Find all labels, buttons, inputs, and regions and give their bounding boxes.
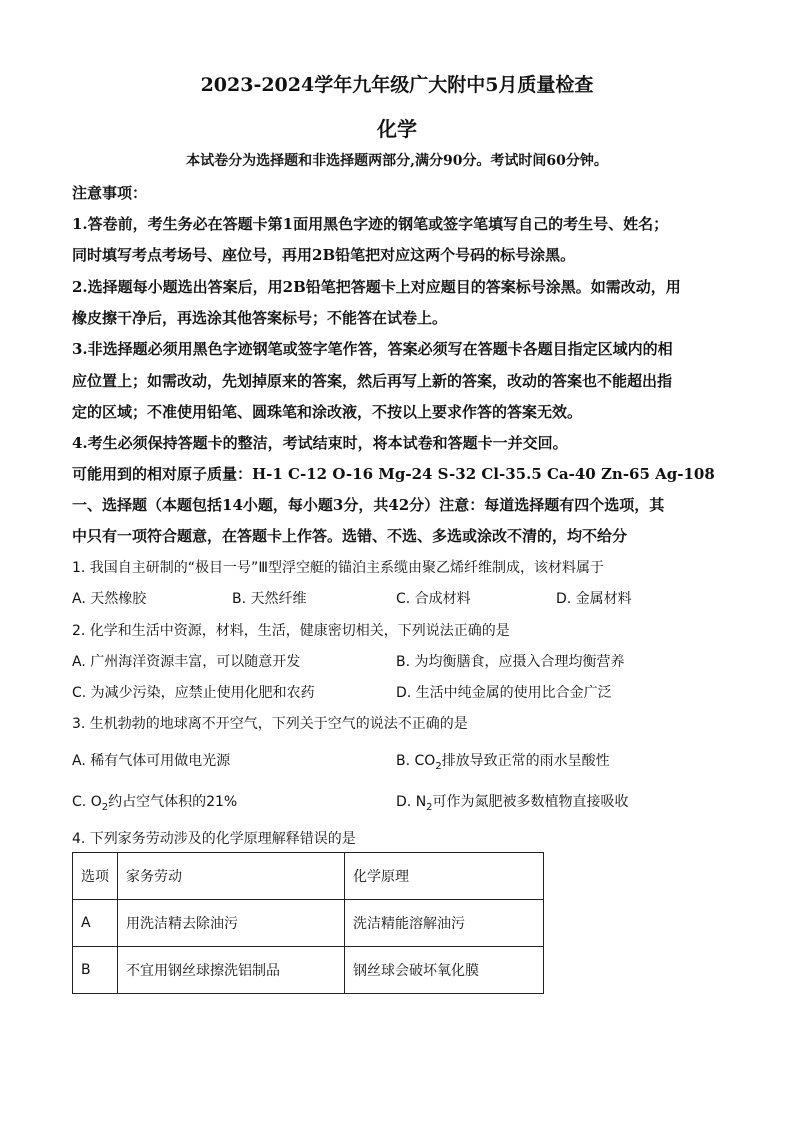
option-text: 排放导致正常的雨水呈酸性 <box>441 753 610 769</box>
table-cell: A <box>73 900 118 947</box>
exam-intro: 本试卷分为选择题和非选择题两部分,满分90分。考试时间60分钟。 <box>186 153 608 169</box>
q2-option-a: A. 广州海洋资源丰富，可以随意开发 <box>72 654 301 670</box>
option-letter: D. <box>396 794 416 810</box>
table-row <box>73 947 544 994</box>
formula-subscript: 2 <box>426 801 433 813</box>
formula: CO <box>414 753 436 769</box>
table-row <box>73 900 544 947</box>
exam-title: 2023-2024学年九年级广大附中5月质量检查 <box>200 74 594 96</box>
q2-option-d: D. 生活中纯金属的使用比合金广泛 <box>396 685 612 701</box>
atomic-masses: 可能用到的相对原子质量：H-1 C-12 O-16 Mg-24 S-32 Cl-35.5 Ca-40 Zn-65 Ag-108 <box>72 465 715 483</box>
section-heading-cont: 中只有一项符合题意，在答题卡上作答。选错、不选、多选或涂改不清的，均不给分 <box>72 527 628 545</box>
notes-heading: 注意事项： <box>72 184 148 202</box>
subject-title: 化学 <box>377 117 417 141</box>
q1-option-d: D. 金属材料 <box>556 591 632 607</box>
table-cell: B <box>73 947 118 994</box>
q1-option-a: A. 天然橡胶 <box>72 591 147 607</box>
option-letter: C. <box>72 794 91 810</box>
option-text: 约占空气体积的21% <box>108 794 238 810</box>
note-line: 定的区域；不准使用铅笔、圆珠笔和涂改液，不按以上要求作答的答案无效。 <box>72 403 583 421</box>
q3-option-b <box>396 750 610 772</box>
table-header-cell: 化学原理 <box>345 853 544 900</box>
q1-option-b: B. 天然纤维 <box>232 591 307 607</box>
note-line: 1.答卷前，考生务必在答题卡第1面用黑色字迹的钢笔或签字笔填写自己的考生号、姓名； <box>72 215 669 233</box>
question-3-stem: 3. 生机勃勃的地球离不开空气，下列关于空气的说法不正确的是 <box>72 716 468 732</box>
q1-option-c: C. 合成材料 <box>396 591 471 607</box>
note-line: 同时填写考点考场号、座位号，再用2B铅笔把对应这两个号码的标号涂黑。 <box>72 246 576 264</box>
section-heading: 一、选择题（本题包括14小题，每小题3分，共42分）注意：每道选择题有四个选项，其 <box>72 496 665 514</box>
question-4-stem: 4. 下列家务劳动涉及的化学原理解释错误的是 <box>72 831 356 847</box>
note-line: 4.考生必须保持答题卡的整洁，考试结束时，将本试卷和答题卡一并交回。 <box>72 434 568 452</box>
formula: O <box>90 794 102 810</box>
option-text: 可作为氮肥被多数植物直接吸收 <box>432 794 629 810</box>
q4-table <box>72 852 544 994</box>
note-line: 橡皮擦干净后，再选涂其他答案标号；不能答在试卷上。 <box>72 309 448 327</box>
table-cell: 洗洁精能溶解油污 <box>345 900 544 947</box>
formula: N <box>415 794 427 810</box>
note-line: 3.非选择题必须用黑色字迹钢笔或签字笔作答，答案必须写在答题卡各题目指定区域内的相 <box>72 340 673 358</box>
table-header-cell: 选项 <box>73 853 118 900</box>
table-cell: 不宜用钢丝球擦洗铝制品 <box>118 947 345 994</box>
q3-option-d <box>396 791 629 813</box>
q3-option-a: A. 稀有气体可用做电光源 <box>72 753 231 769</box>
option-letter: B. <box>396 753 415 769</box>
table-header-row <box>73 853 544 900</box>
question-1-stem: 1. 我国自主研制的“极目一号”Ⅲ型浮空艇的锚泊主系缆由聚乙烯纤维制成，该材料属于 <box>72 560 604 576</box>
note-line: 应位置上；如需改动，先划掉原来的答案，然后再写上新的答案，改动的答案也不能超出指 <box>72 372 673 390</box>
q2-option-c: C. 为减少污染，应禁止使用化肥和农药 <box>72 685 315 701</box>
question-2-stem: 2. 化学和生活中资源，材料，生活，健康密切相关，下列说法正确的是 <box>72 623 510 639</box>
table-header-cell: 家务劳动 <box>118 853 345 900</box>
formula-subscript: 2 <box>435 760 442 772</box>
formula-subscript: 2 <box>101 801 109 813</box>
q3-option-c <box>72 791 237 813</box>
q2-option-b: B. 为均衡膳食，应摄入合理均衡营养 <box>396 654 625 670</box>
table-cell: 用洗洁精去除油污 <box>118 900 345 947</box>
note-line: 2.选择题每小题选出答案后，用2B铅笔把答题卡上对应题目的答案标号涂黑。如需改动，用 <box>72 278 681 296</box>
table-cell: 钢丝球会破坏氧化膜 <box>345 947 544 994</box>
